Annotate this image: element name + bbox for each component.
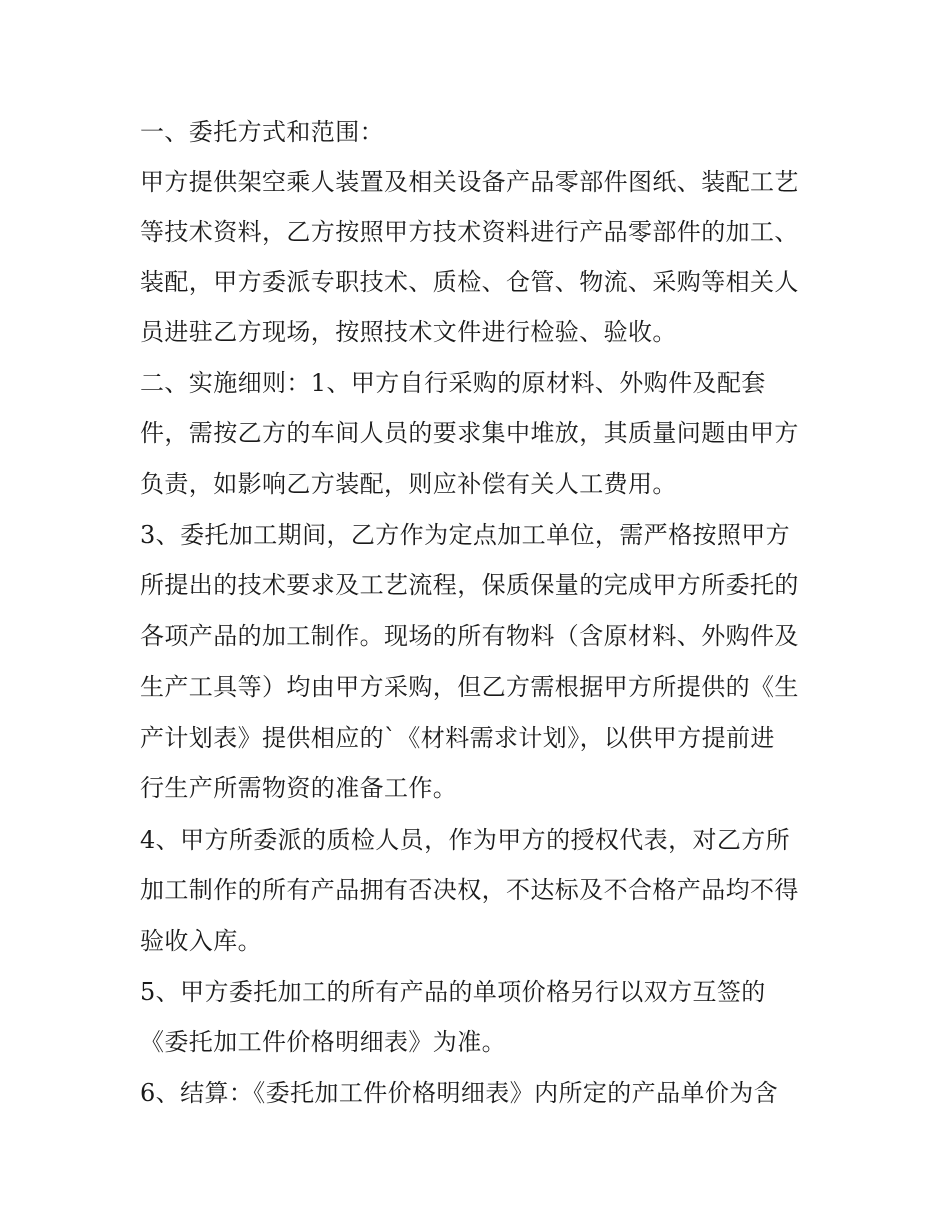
clause-3-line: 3、委托加工期间，乙方作为定点加工单位，需严格按照甲方 xyxy=(140,521,791,549)
paragraph-line: 加工制作的所有产品拥有否决权，不达标及不合格产品均不得 xyxy=(140,876,799,904)
paragraph-line: 各项产品的加工制作。现场的所有物料（含原材料、外购件及 xyxy=(140,622,799,650)
paragraph-line: 生产工具等）均由甲方采购，但乙方需根据甲方所提供的《生 xyxy=(140,673,799,701)
paragraph-line: 件，需按乙方的车间人员的要求集中堆放，其质量问题由甲方 xyxy=(140,419,799,447)
clause-4-line: 4、甲方所委派的质检人员，作为甲方的授权代表，对乙方所 xyxy=(140,826,791,854)
clause-5-line: 5、甲方委托加工的所有产品的单项价格另行以双方互签的 xyxy=(140,978,766,1006)
section-heading-2: 二、实施细则：1、甲方自行采购的原材料、外购件及配套 xyxy=(140,369,766,397)
paragraph-line: 等技术资料，乙方按照甲方技术资料进行产品零部件的加工、 xyxy=(140,218,799,246)
paragraph-line: 验收入库。 xyxy=(140,927,262,955)
paragraph-line: 员进驻乙方现场，按照技术文件进行检验、验收。 xyxy=(140,318,677,346)
paragraph-line: 所提出的技术要求及工艺流程，保质保量的完成甲方所委托的 xyxy=(140,571,799,599)
paragraph-line: 甲方提供架空乘人装置及相关设备产品零部件图纸、装配工艺 xyxy=(140,168,799,196)
section-heading-1: 一、委托方式和范围： xyxy=(140,118,384,146)
paragraph-line: 《委托加工件价格明细表》为准。 xyxy=(140,1028,506,1056)
paragraph-line: 行生产所需物资的准备工作。 xyxy=(140,774,458,802)
paragraph-line: 装配，甲方委派专职技术、质检、仓管、物流、采购等相关人 xyxy=(140,268,799,296)
clause-6-line: 6、结算：《委托加工件价格明细表》内所定的产品单价为含 xyxy=(140,1079,779,1107)
paragraph-line: 负责，如影响乙方装配，则应补偿有关人工费用。 xyxy=(140,470,677,498)
paragraph-line: 产计划表》提供相应的`《材料需求计划》，以供甲方提前进 xyxy=(140,724,775,752)
